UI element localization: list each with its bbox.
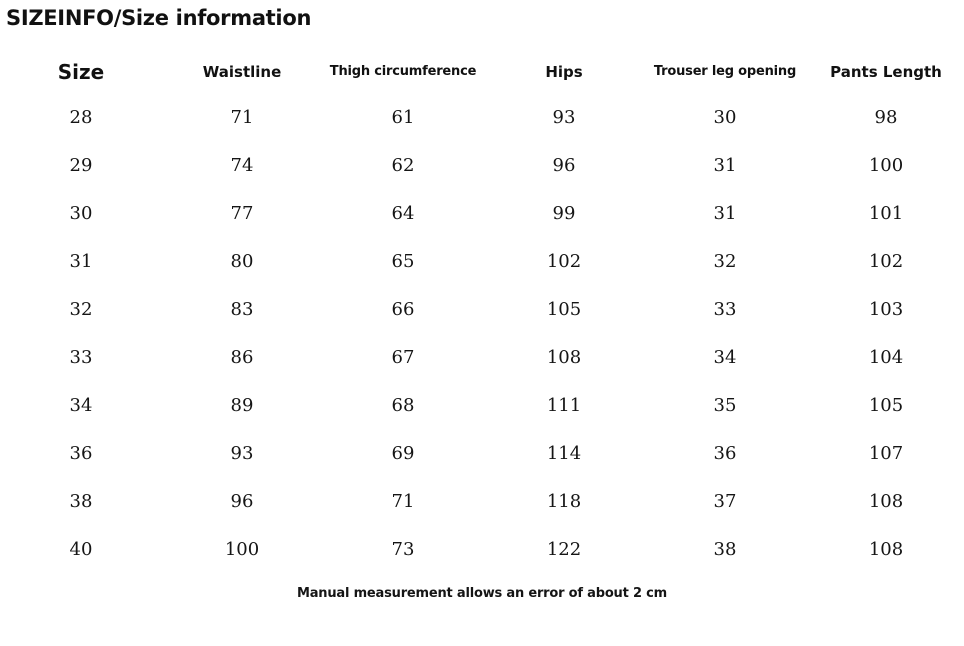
measurement-note: Manual measurement allows an error of about 2 cm bbox=[297, 586, 667, 601]
cell-thigh-circumference: 67 bbox=[391, 347, 415, 368]
cell-size: 38 bbox=[69, 491, 93, 512]
table-row bbox=[0, 434, 964, 474]
cell-trouser-leg-opening: 33 bbox=[713, 299, 737, 320]
page-title: SIZEINFO/Size information bbox=[6, 6, 312, 30]
table-row bbox=[0, 98, 964, 138]
column-header-pants-length: Pants Length bbox=[830, 63, 942, 81]
cell-size: 30 bbox=[69, 203, 93, 224]
cell-waistline: 71 bbox=[230, 107, 254, 128]
table-row bbox=[0, 530, 964, 570]
cell-trouser-leg-opening: 37 bbox=[713, 491, 737, 512]
cell-hips: 118 bbox=[546, 491, 582, 512]
table-row bbox=[0, 290, 964, 330]
cell-pants-length: 108 bbox=[868, 539, 904, 560]
cell-thigh-circumference: 64 bbox=[391, 203, 415, 224]
column-header-waistline: Waistline bbox=[202, 63, 282, 81]
cell-size: 34 bbox=[69, 395, 93, 416]
cell-trouser-leg-opening: 31 bbox=[713, 155, 737, 176]
cell-hips: 114 bbox=[546, 443, 582, 464]
cell-thigh-circumference: 65 bbox=[391, 251, 415, 272]
cell-thigh-circumference: 61 bbox=[391, 107, 415, 128]
cell-size: 32 bbox=[69, 299, 93, 320]
cell-pants-length: 105 bbox=[868, 395, 904, 416]
cell-thigh-circumference: 68 bbox=[391, 395, 415, 416]
cell-pants-length: 104 bbox=[868, 347, 904, 368]
cell-hips: 111 bbox=[546, 395, 582, 416]
cell-thigh-circumference: 69 bbox=[391, 443, 415, 464]
cell-hips: 99 bbox=[552, 203, 576, 224]
cell-size: 36 bbox=[69, 443, 93, 464]
cell-hips: 105 bbox=[546, 299, 582, 320]
cell-size: 29 bbox=[69, 155, 93, 176]
cell-waistline: 86 bbox=[230, 347, 254, 368]
cell-trouser-leg-opening: 34 bbox=[713, 347, 737, 368]
table-row bbox=[0, 194, 964, 234]
cell-trouser-leg-opening: 32 bbox=[713, 251, 737, 272]
cell-pants-length: 108 bbox=[868, 491, 904, 512]
cell-size: 31 bbox=[69, 251, 93, 272]
cell-trouser-leg-opening: 35 bbox=[713, 395, 737, 416]
cell-thigh-circumference: 66 bbox=[391, 299, 415, 320]
cell-trouser-leg-opening: 30 bbox=[713, 107, 737, 128]
cell-waistline: 89 bbox=[230, 395, 254, 416]
table-row bbox=[0, 338, 964, 378]
column-header-thigh-circumference: Thigh circumference bbox=[329, 64, 477, 79]
cell-waistline: 74 bbox=[230, 155, 254, 176]
cell-trouser-leg-opening: 36 bbox=[713, 443, 737, 464]
cell-size: 40 bbox=[69, 539, 93, 560]
cell-pants-length: 103 bbox=[868, 299, 904, 320]
cell-thigh-circumference: 73 bbox=[391, 539, 415, 560]
cell-waistline: 83 bbox=[230, 299, 254, 320]
column-header-size: Size bbox=[57, 60, 105, 84]
table-row bbox=[0, 386, 964, 426]
cell-hips: 102 bbox=[546, 251, 582, 272]
cell-waistline: 96 bbox=[230, 491, 254, 512]
cell-pants-length: 101 bbox=[868, 203, 904, 224]
cell-hips: 93 bbox=[552, 107, 576, 128]
cell-pants-length: 98 bbox=[874, 107, 898, 128]
cell-hips: 96 bbox=[552, 155, 576, 176]
cell-waistline: 77 bbox=[230, 203, 254, 224]
column-header-trouser-leg-opening: Trouser leg opening bbox=[653, 64, 797, 79]
cell-size: 33 bbox=[69, 347, 93, 368]
cell-waistline: 93 bbox=[230, 443, 254, 464]
cell-hips: 108 bbox=[546, 347, 582, 368]
table-row bbox=[0, 146, 964, 186]
table-row bbox=[0, 242, 964, 282]
cell-pants-length: 100 bbox=[868, 155, 904, 176]
cell-waistline: 80 bbox=[230, 251, 254, 272]
cell-pants-length: 102 bbox=[868, 251, 904, 272]
cell-thigh-circumference: 62 bbox=[391, 155, 415, 176]
table-row bbox=[0, 482, 964, 522]
column-header-hips: Hips bbox=[545, 63, 583, 81]
cell-size: 28 bbox=[69, 107, 93, 128]
cell-hips: 122 bbox=[546, 539, 582, 560]
cell-trouser-leg-opening: 38 bbox=[713, 539, 737, 560]
cell-pants-length: 107 bbox=[868, 443, 904, 464]
cell-trouser-leg-opening: 31 bbox=[713, 203, 737, 224]
cell-thigh-circumference: 71 bbox=[391, 491, 415, 512]
cell-waistline: 100 bbox=[224, 539, 260, 560]
table-header-row bbox=[0, 52, 964, 92]
